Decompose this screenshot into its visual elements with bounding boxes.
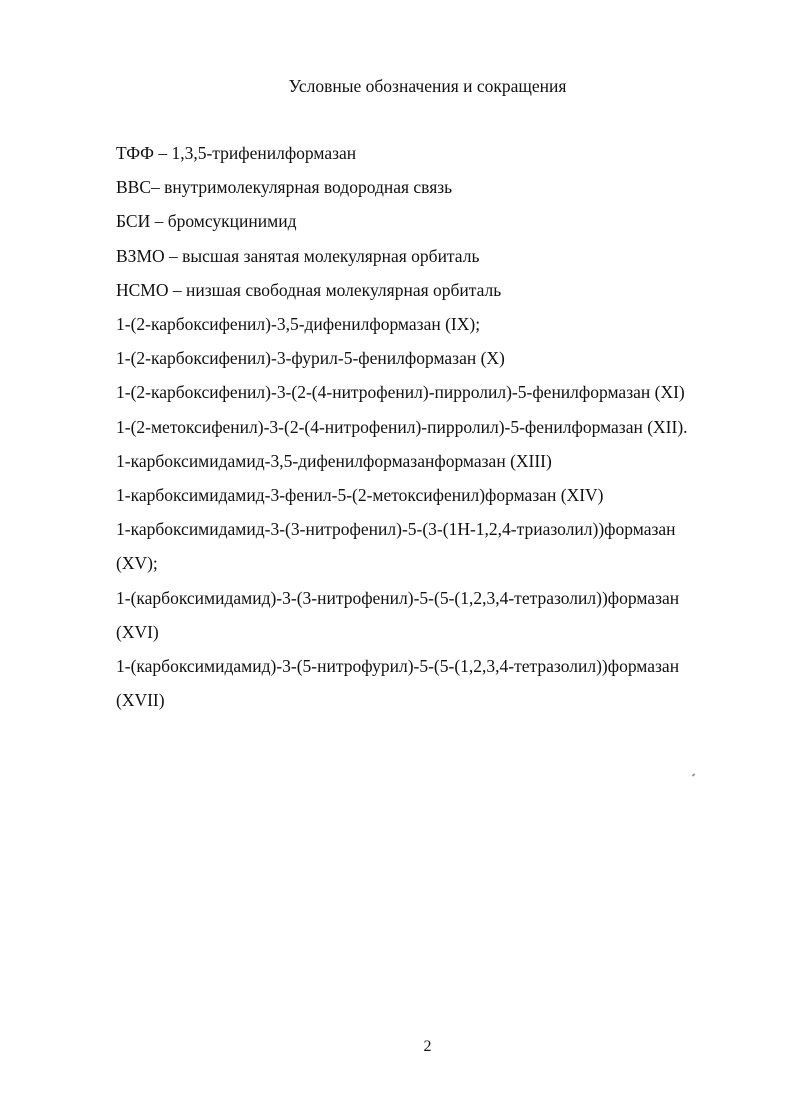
compound-line: 1-карбоксимидамид-3-(3-нитрофенил)-5-(3-(1Н-1,2,4-триазолил))формазан — [116, 519, 676, 540]
compound-line: 1-(2-карбоксифенил)-3-(2-(4-нитрофенил)-пирролил)-5-фенилформазан (XI) — [116, 382, 685, 403]
compound-line: 1-карбоксимидамид-3,5-дифенилформазанформазан (XIII) — [116, 450, 552, 471]
compound-line: 1-(2-карбоксифенил)-3,5-дифенилформазан (IX); — [116, 314, 481, 335]
abbreviation-line: НСМО – низшая свободная молекулярная орбиталь — [116, 279, 502, 300]
abbreviation-line: ТФФ – 1,3,5-трифенилформазан — [116, 143, 357, 163]
compound-line: 1-(карбоксимидамид)-3-(5-нитрофурил)-5-(5-(1,2,3,4-тетразолил))формазан — [116, 656, 680, 677]
compound-line: 1-(2-метоксифенил)-3-(2-(4-нитрофенил)-пирролил)-5-фенилформазан (XII). — [116, 416, 688, 437]
compound-line: (XVII) — [116, 690, 165, 711]
page-title: Условные обозначения и сокращения — [288, 76, 567, 96]
abbreviation-line: БСИ – бромсукцинимид — [116, 211, 297, 232]
compound-line: 1-карбоксимидамид-3-фенил-5-(2-метоксифенил)формазан (XIV) — [116, 485, 604, 506]
abbreviation-line: ВЗМО – высшая занятая молекулярная орбиталь — [116, 245, 480, 266]
compound-line: (XV); — [116, 553, 158, 574]
abbreviation-line: ВВС– внутримолекулярная водородная связь — [116, 177, 453, 198]
abbreviation-list — [116, 136, 756, 717]
scan-speck — [692, 773, 696, 776]
compound-line: 1-(карбоксимидамид)-3-(3-нитрофенил)-5-(5-(1,2,3,4-тетразолил))формазан — [116, 587, 680, 608]
page-number: 2 — [423, 1038, 432, 1055]
compound-line: 1-(2-карбоксифенил)-3-фурил-5-фенилформазан (X) — [116, 348, 505, 369]
compound-line: (XVI) — [116, 621, 159, 642]
